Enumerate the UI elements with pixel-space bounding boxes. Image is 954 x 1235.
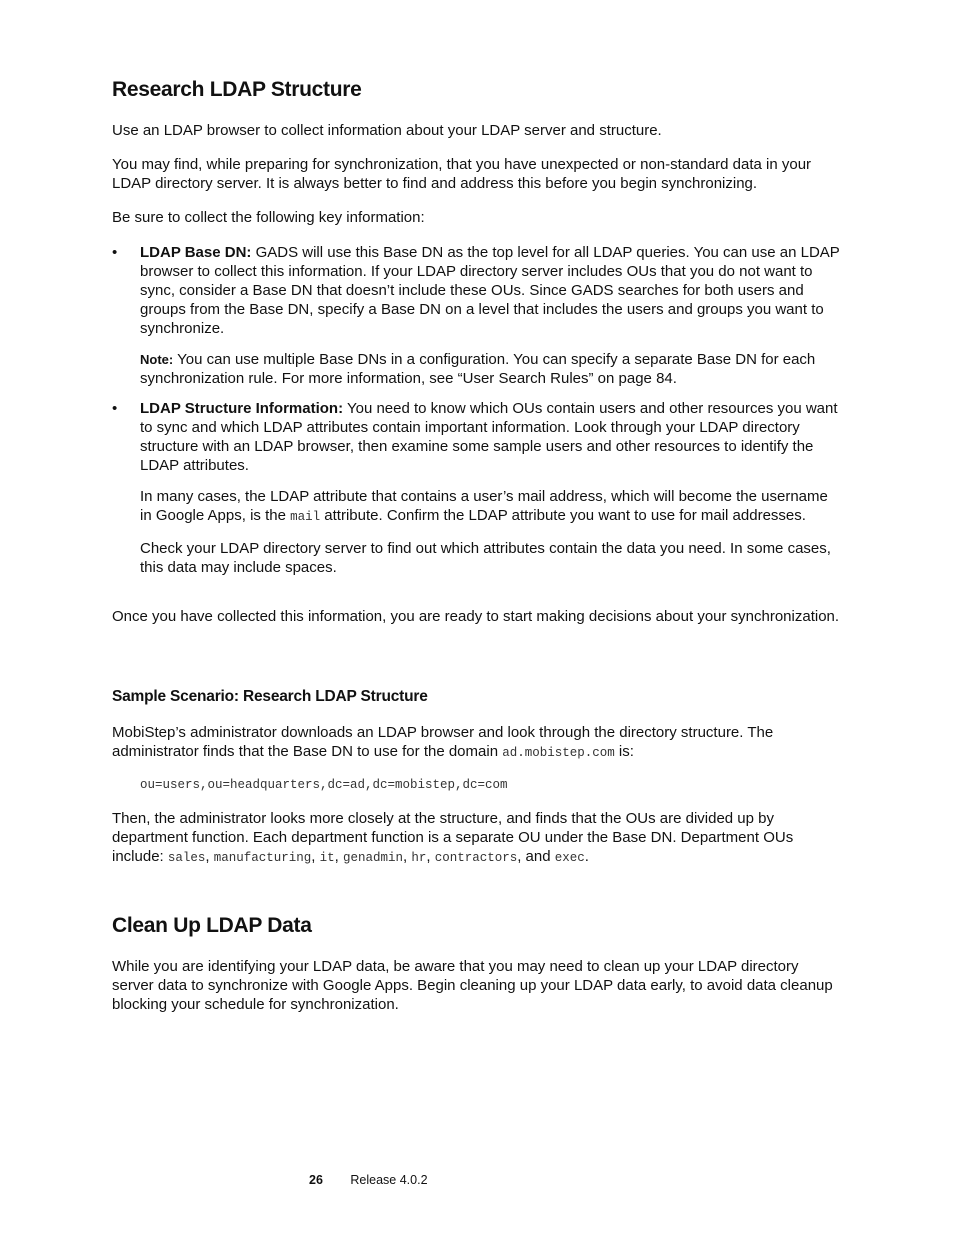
code-ou-manufacturing: manufacturing — [213, 851, 312, 865]
text-run: attribute. Confirm the LDAP attribute you want to use for mail addresses. — [320, 507, 806, 524]
separator: , — [205, 848, 214, 865]
separator: , — [311, 848, 320, 865]
text-run: is: — [614, 743, 634, 760]
code-domain: ad.mobistep.com — [502, 746, 615, 760]
bullet-structure-paragraph-2 — [140, 487, 840, 527]
section-title-research: Research LDAP Structure — [112, 78, 362, 101]
sample-paragraph-1 — [112, 723, 842, 763]
code-base-dn: ou=users,ou=headquarters,dc=ad,dc=mobistep,dc=com — [140, 778, 508, 792]
code-ou-genadmin: genadmin — [342, 851, 403, 865]
separator: , — [402, 848, 412, 865]
research-paragraph-1: Use an LDAP browser to collect information about your LDAP server and structure. — [112, 122, 662, 139]
page-number: 26 — [309, 1173, 323, 1187]
code-ou-it: it — [319, 851, 335, 865]
code-ou-contractors: contractors — [434, 851, 518, 865]
cleanup-paragraph-1: While you are identifying your LDAP data, be aware that you may need to clean up your LDAP directory server data to synchronize with Google Apps. Begin cleaning up your LDAP data early, to avoid data cleanup blocking your schedule for synchronization. — [112, 958, 833, 1013]
text-run: In many cases, the LDAP attribute that contains a user’s mail address, which will become the username in Google Apps, is the — [140, 488, 828, 524]
research-paragraph-4: Once you have collected this information, you are ready to start making decisions about your synchronization. — [112, 608, 840, 625]
bullet-structure-label: LDAP Structure Information: — [140, 400, 344, 417]
code-ou-exec: exec — [554, 851, 585, 865]
bullet-structure-paragraph-3: Check your LDAP directory server to find out which attributes contain the data you need. In some cases, this data may include spaces. — [140, 540, 831, 576]
text-run: MobiStep’s administrator downloads an LDAP browser and look through the directory structure. The administrator finds that the Base DN to use for the domain — [112, 724, 774, 760]
separator: , and — [517, 848, 555, 865]
code-mail: mail — [290, 510, 321, 524]
code-ou-hr: hr — [411, 851, 427, 865]
note-text: You can use multiple Base DNs in a configuration. You can specify a separate Base DN for each synchronization rule. For more information, see “User Search Rules” on page 84. — [140, 351, 816, 387]
bullet-base-dn-body: GADS will use this Base DN as the top level for all LDAP queries. You can use an LDAP browser to collect this information. If your LDAP directory server includes OUs that you do not want to sync, consider a Base DN that doesn’t include these OUs. Since GADS searches for both users and groups from the Base DN, specify a Base DN on a level that includes the users and groups you want to synchronize. — [140, 244, 840, 337]
text-run: Then, the administrator looks more closely at the structure, and finds that the OUs are divided up by department function. Each department function is a separate OU under the Base DN. Department OUs include: — [112, 810, 794, 865]
separator: , — [334, 848, 343, 865]
bullet-glyph: • — [112, 244, 118, 261]
note-paragraph — [140, 350, 840, 388]
page-footer — [309, 1173, 428, 1187]
research-paragraph-2: You may find, while preparing for synchronization, that you have unexpected or non-standard data in your LDAP directory server. It is always better to find and address this before you begin synchronizing. — [112, 156, 812, 192]
bullet-structure-text — [140, 399, 840, 475]
note-label: Note: — [140, 352, 174, 367]
bullet-glyph: • — [112, 400, 118, 417]
sample-paragraph-2 — [112, 809, 842, 868]
bullet-item-base-dn — [112, 243, 842, 388]
release-label: Release 4.0.2 — [350, 1173, 428, 1187]
code-ou-sales: sales — [167, 851, 206, 865]
bullet-item-structure-info — [112, 399, 842, 577]
separator: . — [584, 848, 589, 865]
bullet-base-dn-text — [140, 243, 840, 338]
research-paragraph-3: Be sure to collect the following key information: — [112, 209, 425, 226]
section-title-cleanup: Clean Up LDAP Data — [112, 914, 312, 937]
section-title-sample: Sample Scenario: Research LDAP Structure — [112, 688, 428, 705]
separator: , — [426, 848, 435, 865]
bullet-base-dn-label: LDAP Base DN: — [140, 244, 252, 261]
bullet-structure-body: You need to know which OUs contain users and other resources you want to sync and which LDAP attributes contain important information. Look through your LDAP directory structure with an LDAP browser, then examine some sample users and other resources to identify the LDAP attributes. — [140, 400, 838, 474]
